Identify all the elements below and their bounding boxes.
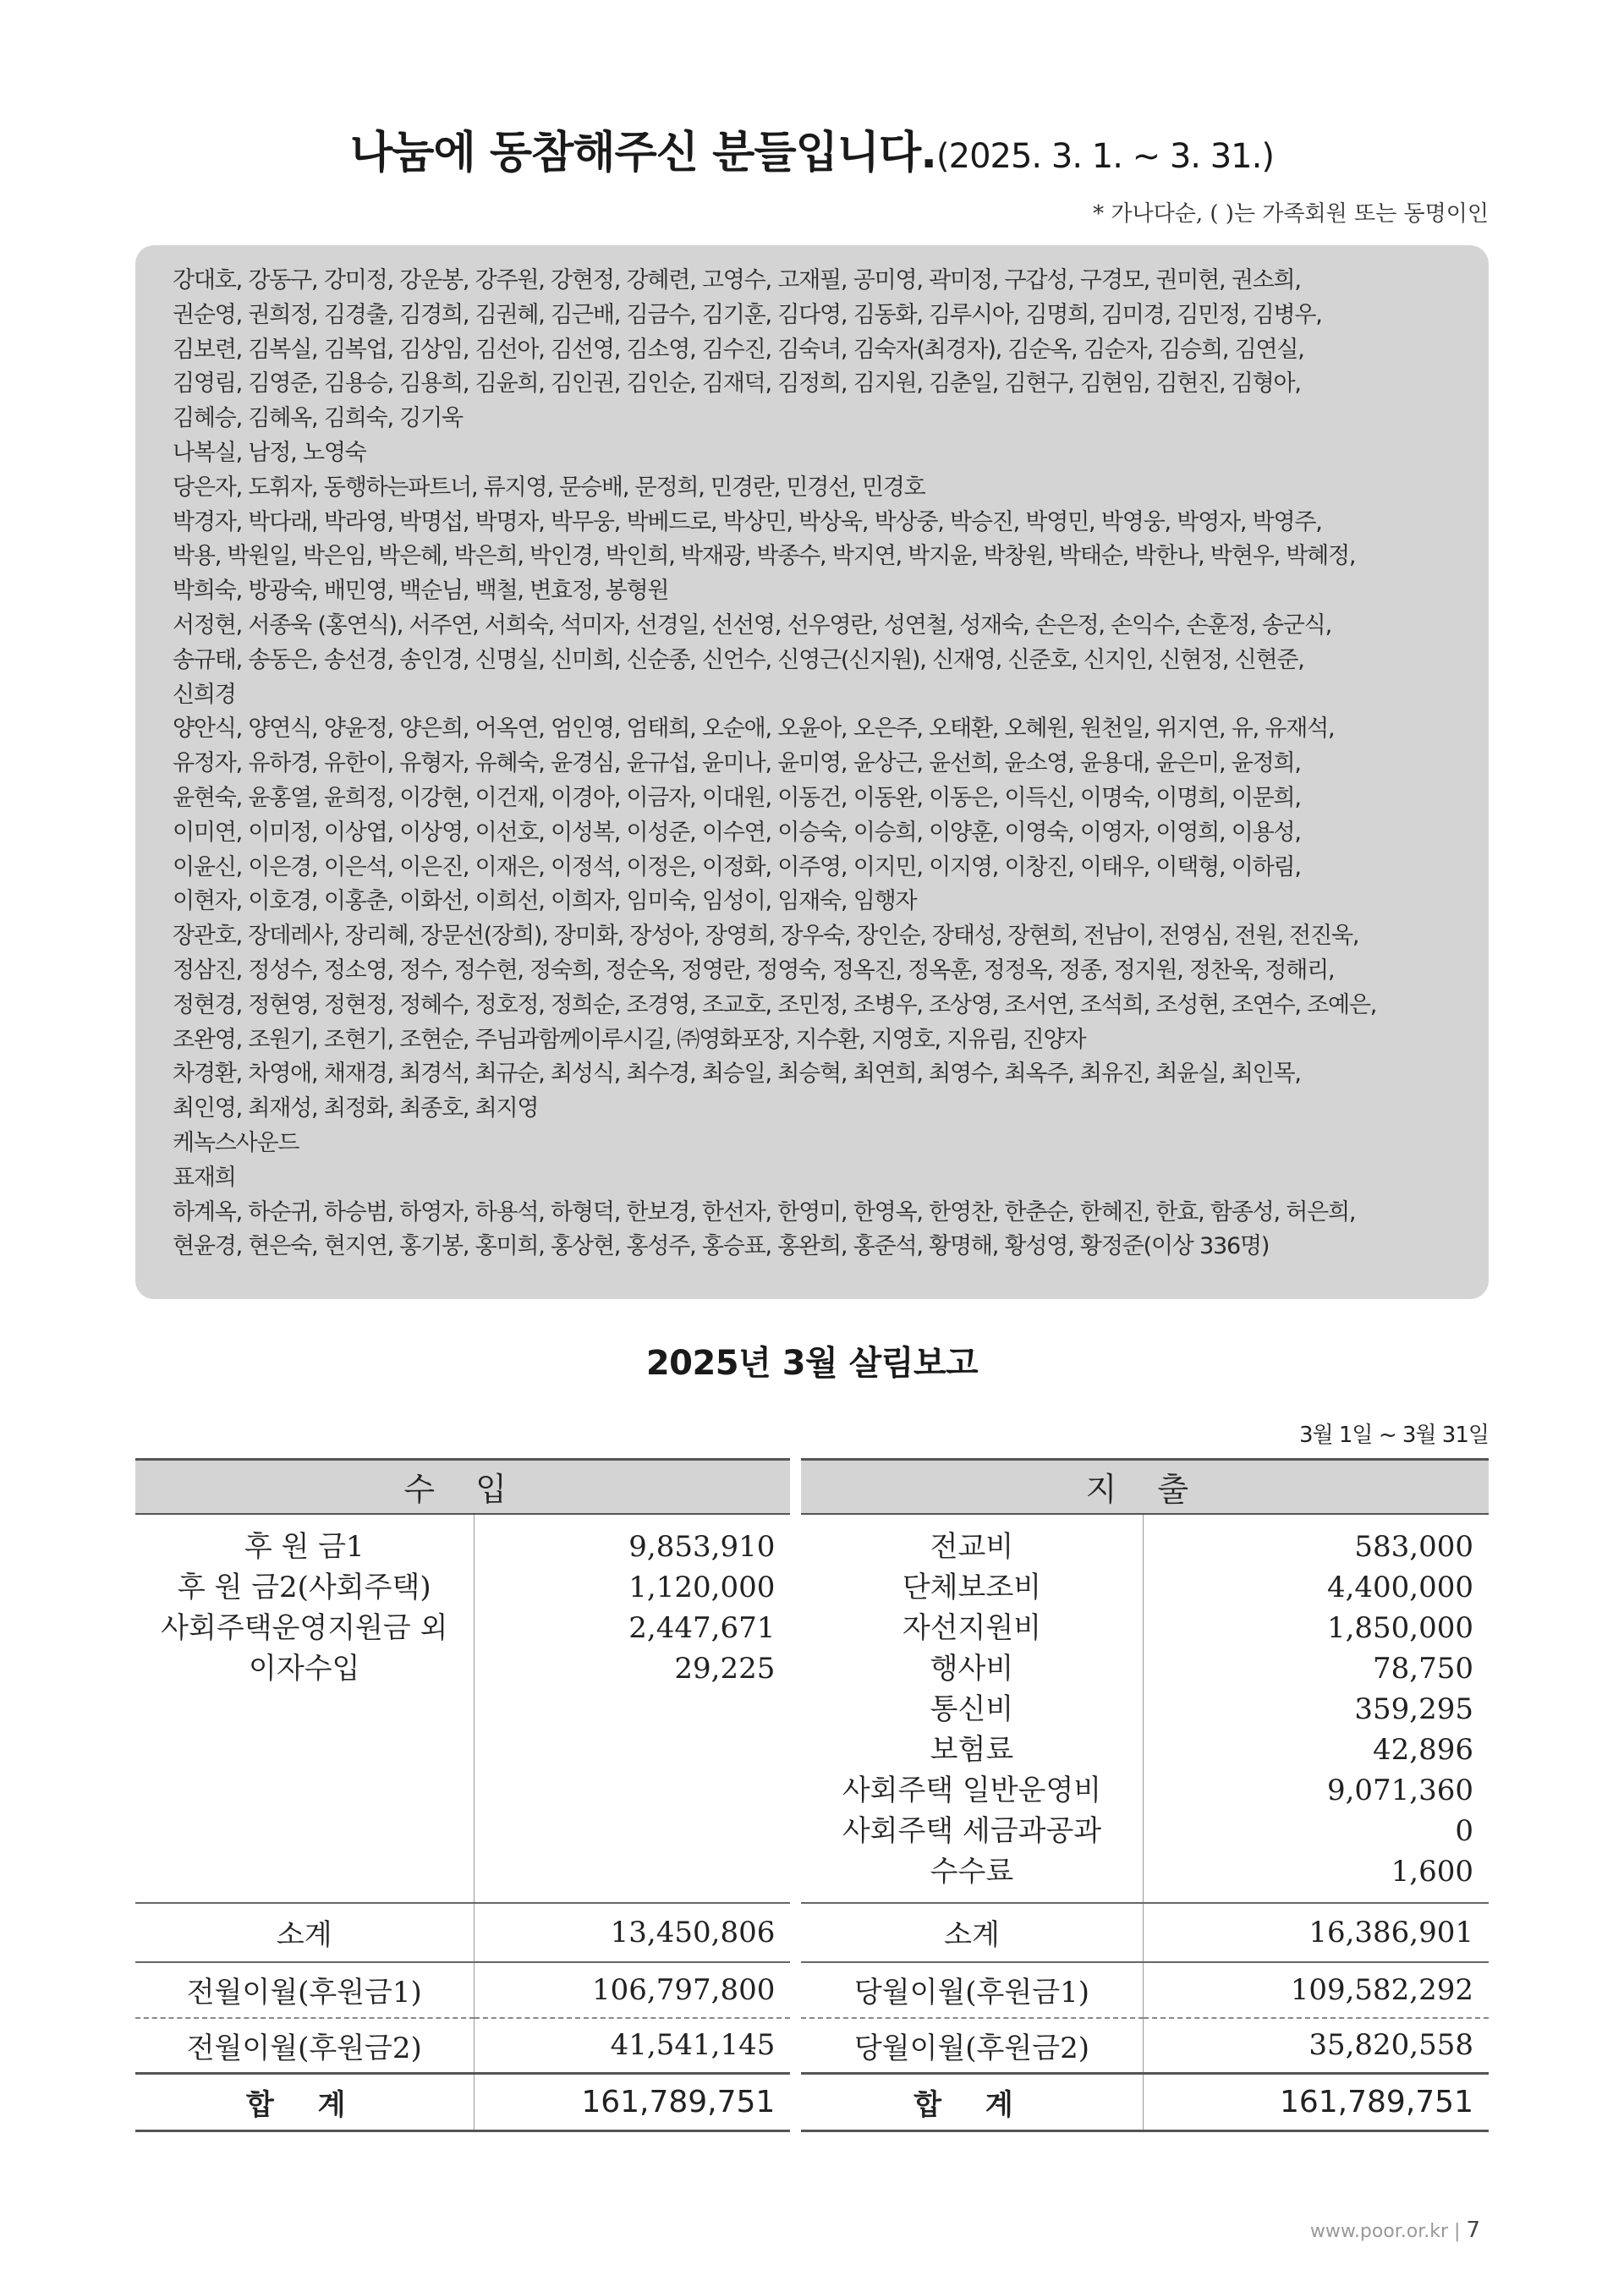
donor-line: 하계옥, 하순귀, 하승범, 하영자, 하용석, 하형덕, 한보경, 한선자, 한영미, 한영옥, 한영찬, 한춘순, 한혜진, 한효, 함종성, 허은희, [173, 1198, 1356, 1226]
donor-line: 강대호, 강동구, 강미정, 강운봉, 강주원, 강현정, 강혜련, 고영수, 고재필, 공미영, 곽미정, 구갑성, 구경모, 권미현, 권소희, [173, 267, 1301, 293]
income-values [474, 1514, 790, 1903]
donor-line: 박희숙, 방광숙, 배민영, 백순님, 백철, 변효정, 봉형원 [173, 578, 669, 605]
income-header: 수 입 [135, 1460, 790, 1514]
expense-item-label: 통신비 [930, 1692, 1014, 1726]
carry2-income-value: 41,541,145 [474, 2018, 790, 2074]
subtotal-expense-label: 소계 [801, 1903, 1144, 1962]
carry1-expense-value: 109,582,292 [1144, 1962, 1489, 2018]
subtotal-expense-value: 16,386,901 [1144, 1903, 1489, 1962]
income-item-label: 이자수입 [249, 1651, 360, 1686]
donor-line: 현윤경, 현은숙, 현지연, 홍기봉, 홍미희, 홍상현, 홍성주, 홍승표, 홍완희, 홍준석, 황명해, 황성영, 황정준(이상 336명) [173, 1233, 1270, 1260]
donor-line: 장관호, 장데레사, 장리혜, 장문선(장희), 장미화, 장성아, 장영희, 장우숙, 장인순, 장태성, 장현희, 전남이, 전영심, 전원, 전진욱, [173, 923, 1359, 950]
report-title: 2025년 3월 살림보고 [645, 1344, 979, 1383]
expense-labels [801, 1514, 1144, 1903]
carry-row-2 [135, 2018, 1489, 2074]
donor-line: 당은자, 도휘자, 동행하는파트너, 류지영, 문승배, 문정희, 민경란, 민경선, 민경호 [173, 474, 925, 501]
income-item-value: 2,447,671 [628, 1610, 776, 1645]
donor-line: 윤현숙, 윤홍열, 윤희정, 이강현, 이건재, 이경아, 이금자, 이대원, 이동건, 이동완, 이동은, 이득신, 이명숙, 이명희, 이문희, [173, 784, 1301, 811]
donor-line: 정삼진, 정성수, 정소영, 정수, 정수현, 정숙희, 정순옥, 정영란, 정영숙, 정옥진, 정옥훈, 정정옥, 정종, 정지원, 정찬욱, 정해리, [173, 957, 1335, 984]
expense-item-label: 수수료 [930, 1854, 1014, 1889]
income-item-value: 1,120,000 [628, 1570, 776, 1604]
donor-line: 나복실, 남정, 노영숙 [173, 439, 366, 466]
expense-item-value: 9,071,360 [1326, 1773, 1473, 1807]
subtotal-income-label: 소계 [135, 1903, 474, 1962]
sort-note: * 가나다순, ( )는 가족회원 또는 동명이인 [1093, 201, 1489, 227]
total-income-value: 161,789,751 [474, 2074, 790, 2131]
total-expense-label: 합 계 [801, 2074, 1144, 2131]
expense-item-value: 359,295 [1354, 1692, 1473, 1726]
total-income-label: 합 계 [135, 2074, 474, 2131]
donor-list [135, 245, 1489, 1299]
income-item-label: 사회주택운영지원금 외 [161, 1610, 448, 1645]
expense-item-label: 보험료 [930, 1732, 1014, 1767]
expense-item-label: 사회주택 일반운영비 [842, 1773, 1102, 1807]
expense-item-value: 583,000 [1354, 1529, 1473, 1564]
carry2-income-label: 전월이월(후원금2) [135, 2018, 474, 2074]
title-period: (2025. 3. 1. ~ 3. 31.) [936, 137, 1274, 176]
donor-line: 최인영, 최재성, 최정화, 최종호, 최지영 [173, 1095, 539, 1122]
expense-item-label: 자선지원비 [902, 1610, 1042, 1645]
donor-line: 박용, 박원일, 박은임, 박은혜, 박은희, 박인경, 박인희, 박재광, 박종수, 박지연, 박지윤, 박창원, 박태순, 박한나, 박현우, 박혜정, [173, 543, 1356, 570]
total-row [135, 2074, 1489, 2131]
income-item-label: 후 원 금1 [244, 1529, 365, 1564]
donor-line: 정현경, 정현영, 정현정, 정혜수, 정호정, 정희순, 조경영, 조교호, 조민정, 조병우, 조상영, 조서연, 조석희, 조성현, 조연수, 조예은, [173, 991, 1377, 1018]
donor-line: 서정현, 서종욱 (홍연식), 서주연, 서희숙, 석미자, 선경일, 선선영, 선우영란, 성연철, 성재숙, 손은정, 손익수, 손훈정, 송군식, [173, 611, 1331, 639]
donor-line: 박경자, 박다래, 박라영, 박명섭, 박명자, 박무웅, 박베드로, 박상민, 박상욱, 박상중, 박승진, 박영민, 박영웅, 박영자, 박영주, [173, 508, 1322, 535]
income-item-value: 29,225 [674, 1651, 776, 1686]
donor-line: 송규태, 송동은, 송선경, 송인경, 신명실, 신미희, 신순종, 신언수, 신영근(신지원), 신재영, 신준호, 신지인, 신현정, 신현준, [173, 646, 1304, 673]
donor-line: 이미연, 이미정, 이상엽, 이상영, 이선호, 이성복, 이성준, 이수연, 이승숙, 이승희, 이양훈, 이영숙, 이영자, 이영희, 이용성, [173, 819, 1301, 846]
donor-line: 차경환, 차영애, 채재경, 최경석, 최규순, 최성식, 최수경, 최승일, 최승혁, 최연희, 최영수, 최옥주, 최유진, 최윤실, 최인목, [173, 1061, 1301, 1088]
donor-line: 김보련, 김복실, 김복업, 김상임, 김선아, 김선영, 김소영, 김수진, 김숙녀, 김숙자(최경자), 김순옥, 김순자, 김승희, 김연실, [173, 336, 1304, 363]
donor-line: 양안식, 양연식, 양윤정, 양은희, 어옥연, 엄인영, 엄태희, 오순애, 오윤아, 오은주, 오태환, 오혜원, 원천일, 위지연, 유, 유재석, [173, 716, 1335, 743]
carry1-income-value: 106,797,800 [474, 1962, 790, 2018]
expense-item-label: 사회주택 세금과공과 [842, 1813, 1102, 1848]
expense-item-value: 4,400,000 [1326, 1570, 1473, 1604]
expense-item-value: 0 [1455, 1813, 1473, 1848]
page-footer: www.poor.or.kr | 7 [1309, 2218, 1480, 2243]
report-period: 3월 1일 ~ 3월 31일 [1298, 1423, 1489, 1448]
ledger-table [135, 1458, 1489, 2132]
expense-item-value: 78,750 [1373, 1651, 1473, 1686]
donor-line: 신희경 [173, 681, 236, 708]
ledger-items-row [135, 1514, 1489, 1903]
expense-item-value: 1,850,000 [1326, 1610, 1473, 1645]
expense-item-value: 1,600 [1391, 1854, 1473, 1889]
page-number: 7 [1466, 2218, 1480, 2243]
expense-header: 지 출 [801, 1460, 1489, 1514]
expense-item-label: 행사비 [930, 1651, 1014, 1686]
page-title [0, 117, 1624, 180]
total-expense-value: 161,789,751 [1144, 2074, 1489, 2131]
ledger-header-row [135, 1460, 1489, 1514]
carry-row-1 [135, 1962, 1489, 2018]
carry2-expense-label: 당월이월(후원금2) [801, 2018, 1144, 2074]
expense-item-value: 42,896 [1373, 1732, 1473, 1767]
income-item-label: 후 원 금2(사회주택) [177, 1570, 431, 1604]
expense-item-label: 전교비 [930, 1529, 1014, 1564]
donor-line: 이현자, 이호경, 이홍춘, 이화선, 이희선, 이희자, 임미숙, 임성이, 임재숙, 임행자 [173, 888, 917, 915]
expense-values [1144, 1514, 1489, 1903]
donor-line: 김혜승, 김혜옥, 김희숙, 깅기욱 [173, 405, 463, 432]
donor-line: 케녹스사운드 [173, 1129, 299, 1156]
donor-line: 표재희 [173, 1164, 236, 1191]
income-item-value: 9,853,910 [628, 1529, 776, 1564]
donor-line: 김영림, 김영준, 김용승, 김용희, 김윤희, 김인권, 김인순, 김재덕, 김정희, 김지원, 김춘일, 김현구, 김현임, 김현진, 김형아, [173, 370, 1301, 398]
carry2-expense-value: 35,820,558 [1144, 2018, 1489, 2074]
carry1-expense-label: 당월이월(후원금1) [801, 1962, 1144, 2018]
donor-line: 조완영, 조원기, 조현기, 조현순, 주님과함께이루시길, ㈜영화포장, 지수환, 지영호, 지유림, 진양자 [173, 1026, 1086, 1053]
title-text: 나눔에 동참해주신 분들입니다. [350, 128, 937, 178]
subtotal-row [135, 1903, 1489, 1962]
donor-line: 권순영, 권희정, 김경출, 김경희, 김권혜, 김근배, 김금수, 김기훈, 김다영, 김동화, 김루시아, 김명희, 김미경, 김민정, 김병우, [173, 301, 1322, 328]
income-labels [135, 1514, 474, 1903]
carry1-income-label: 전월이월(후원금1) [135, 1962, 474, 2018]
footer-url[interactable]: www.poor.or.kr [1309, 2221, 1449, 2242]
donor-line: 이윤신, 이은경, 이은석, 이은진, 이재은, 이정석, 이정은, 이정화, 이주영, 이지민, 이지영, 이창진, 이태우, 이택형, 이하림, [173, 853, 1301, 880]
subtotal-income-value: 13,450,806 [474, 1903, 790, 1962]
expense-item-label: 단체보조비 [902, 1570, 1042, 1604]
donor-line: 유정자, 유하경, 유한이, 유형자, 유혜숙, 윤경심, 윤규섭, 윤미나, 윤미영, 윤상근, 윤선희, 윤소영, 윤용대, 윤은미, 윤정희, [173, 750, 1301, 777]
